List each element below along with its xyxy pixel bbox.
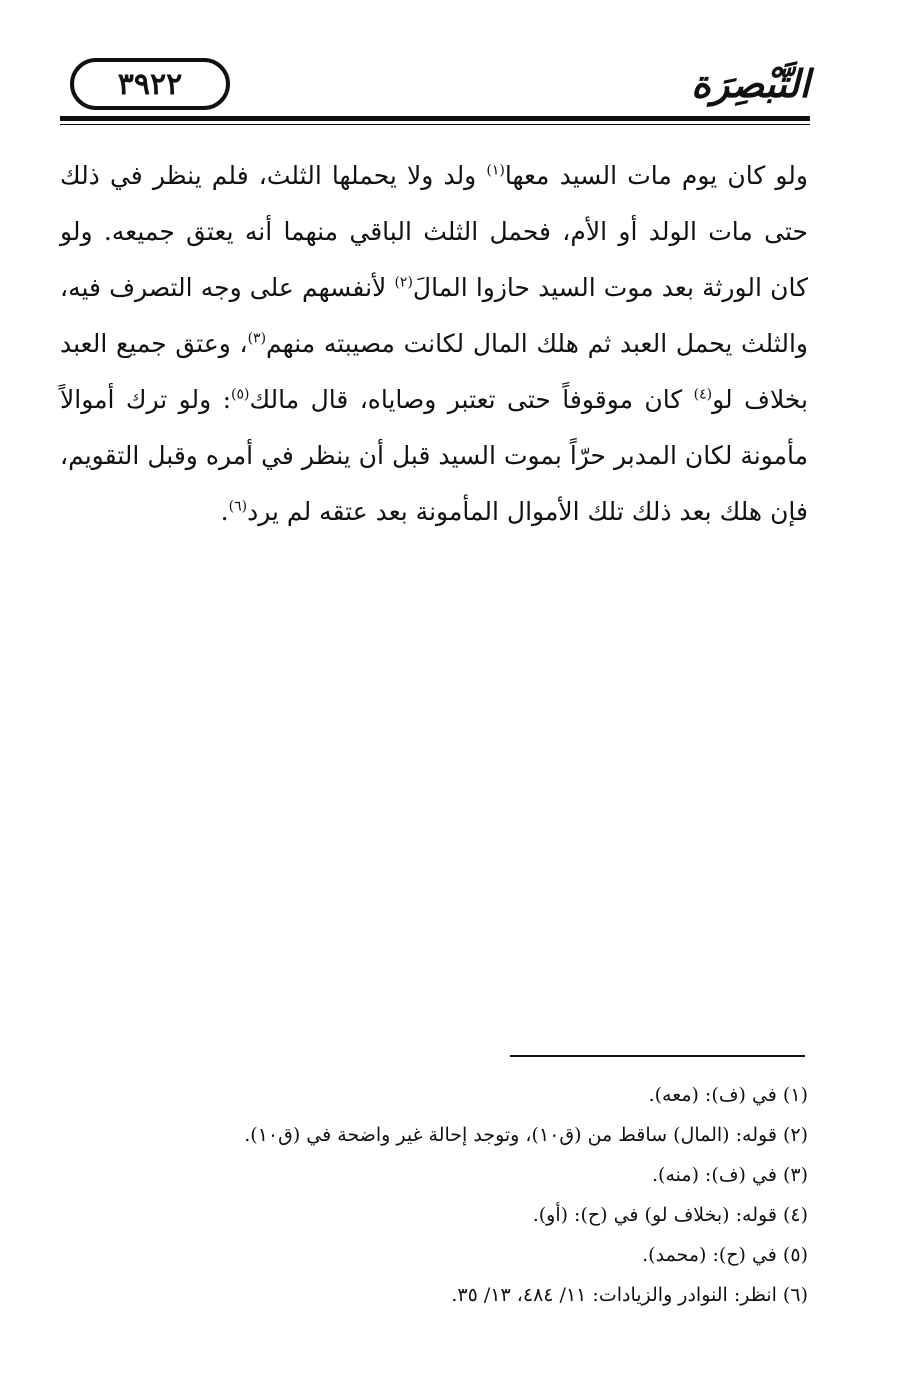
text-segment: . [220,497,229,526]
text-segment: ولد ولا يحملها الثلث، فلم ينظر في ذلك حتى مات الولد أو الأم، فحمل الثلث الباقي منهما أنه يعتق جميعه. ولو كان الورثة بعد موت السيد حازوا المالَ [60,161,808,302]
footnote-6: (٦) انظر: النوادر والزيادات: ١١/ ٤٨٤، ١٣/ ٣٥. [451,1284,808,1306]
footnote-ref-3[interactable]: (٣) [247,330,267,347]
footnote-4: (٤) قوله: (بخلاف لو) في (ح): (أو). [532,1204,808,1226]
page-number: ٣٩٢٢ [70,58,230,110]
header-rule-thin [60,124,810,125]
text-segment: ولو كان يوم مات السيد معها [504,161,808,190]
footnote-ref-5[interactable]: (٥) [231,386,250,403]
footnote-5: (٥) في (ح): (محمد). [642,1244,808,1266]
footnote-3: (٣) في (ف): (منه). [652,1164,808,1186]
footnote-1: (١) في (ف): (معه). [648,1084,808,1106]
paragraph [60,148,808,540]
footnote-ref-2[interactable]: (٢) [394,274,413,291]
page-header [60,58,810,128]
book-title: التَّبْصِرَة [691,61,810,106]
main-text [60,148,808,540]
text-segment: : ولو ترك أموالاً مأمونة لكان المدبر حرّاً بموت السيد قبل أن ينظر في أمره وقبل التقويم، فإن هلك بعد ذلك تلك الأموال المأمونة بعد عتقه لم يرد [60,385,808,526]
footnote-ref-1[interactable]: (١) [486,162,505,179]
footnote-ref-4[interactable]: (٤) [693,386,713,403]
text-segment: ، وعتق جميع العبد بخلاف لو [60,329,808,414]
text-segment: كان موقوفاً حتى تعتبر وصاياه، قال مالك [249,385,694,414]
footnote-2: (٢) قوله: (المال) ساقط من (ق١٠)، وتوجد إحالة غير واضحة في (ق١٠). [244,1124,808,1146]
footnotes [60,1075,808,1315]
footnote-separator [510,1055,805,1057]
text-segment: لأنفسهم على وجه التصرف فيه، والثلث يحمل العبد ثم هلك المال لكانت مصيبته منهم [60,273,809,358]
header-rule [60,116,810,121]
footnote-ref-6[interactable]: (٦) [228,498,248,515]
